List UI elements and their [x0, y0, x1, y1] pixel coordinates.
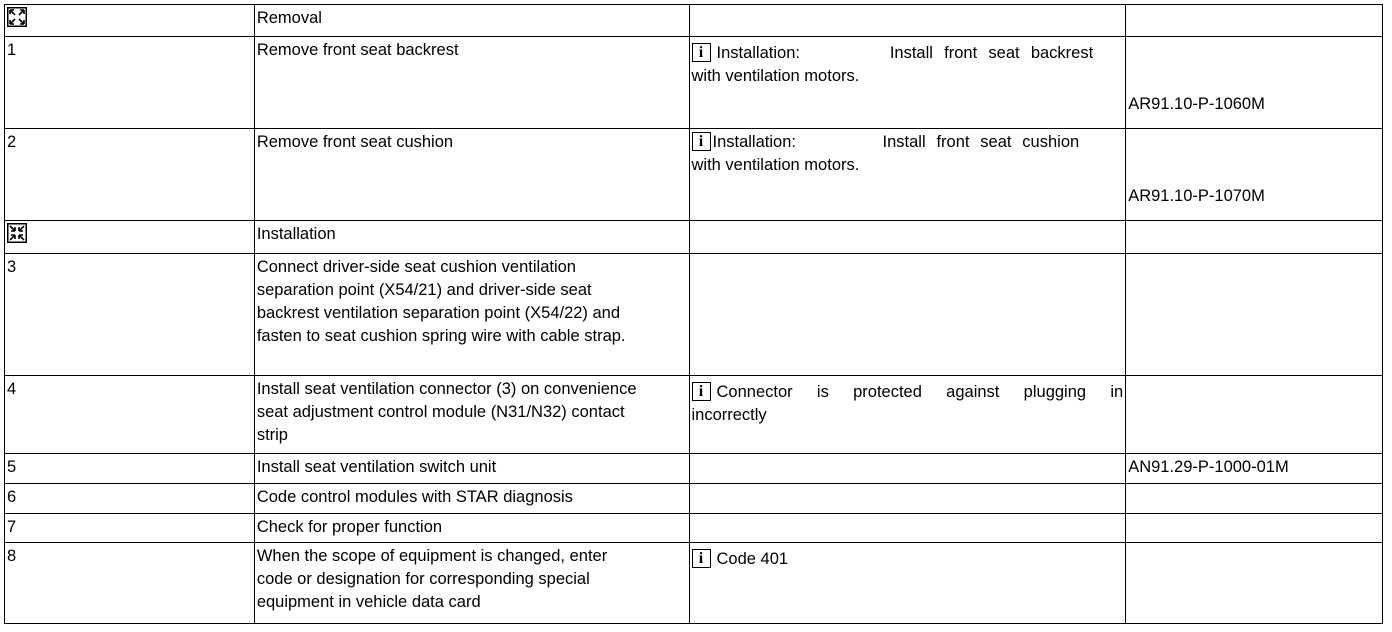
note-cell [690, 514, 1127, 543]
table-row [5, 5, 1383, 37]
step-text: Install seat ventilation switch unit [256, 458, 497, 476]
removal-icon [7, 7, 27, 27]
reference-cell [1126, 5, 1383, 37]
step-number: 8 [7, 547, 17, 565]
note-cell [690, 37, 1127, 129]
step-number: 5 [7, 458, 17, 476]
step-text-cell [255, 129, 690, 221]
note-line [692, 381, 1124, 404]
installation-icon [7, 223, 27, 243]
note-text: Install front seat cushion [882, 133, 1080, 151]
step-number-cell [5, 5, 255, 37]
step-text-cell [255, 37, 690, 129]
step-text: Code control modules with STAR diagnosis [256, 488, 573, 506]
note-continuation: with ventilation motors. [691, 67, 860, 85]
info-icon: i [692, 132, 711, 151]
note-line [692, 42, 1124, 65]
step-number: 7 [7, 518, 17, 536]
step-number-cell [5, 221, 255, 254]
reference-cell [1126, 376, 1383, 454]
step-text-cell [255, 254, 690, 376]
step-number-cell [5, 514, 255, 543]
note-first-line [717, 42, 1124, 65]
table-row [5, 221, 1383, 254]
note-text: Install front seat backrest [889, 44, 1094, 62]
table-row [5, 254, 1383, 376]
note-cell [690, 254, 1127, 376]
step-text: Connect driver-side seat cushion ventilation separation point (X54/21) and driver-side seat backrest ventilation separation point (X54/22) and fasten to seat cushion spring wire with cable strap. [256, 258, 626, 345]
reference-cell [1126, 454, 1383, 484]
reference-cell [1126, 221, 1383, 254]
step-number-cell [5, 543, 255, 624]
document-reference: AR91.10-P-1060M [1128, 95, 1265, 113]
table-row [5, 454, 1383, 484]
step-text-cell [255, 221, 690, 254]
note-cell [690, 484, 1127, 514]
note-cell [690, 5, 1127, 37]
note-text: Connector is protected against plugging in [716, 383, 1124, 401]
procedure-table [4, 4, 1383, 624]
step-number: 3 [7, 258, 17, 276]
step-text-cell [255, 376, 690, 454]
table-row [5, 484, 1383, 514]
step-text: Removal [256, 9, 322, 27]
reference-cell [1126, 484, 1383, 514]
step-number-cell [5, 376, 255, 454]
info-icon: i [692, 549, 711, 568]
step-text-cell [255, 484, 690, 514]
step-number-cell [5, 37, 255, 129]
note-first-line [713, 131, 1124, 154]
note-cell [690, 129, 1127, 221]
reference-cell [1126, 543, 1383, 624]
step-number: 1 [7, 41, 17, 59]
step-number-cell [5, 254, 255, 376]
reference-cell [1126, 37, 1383, 129]
step-text-cell [255, 543, 690, 624]
table-row [5, 376, 1383, 454]
note-label: Installation: [712, 133, 796, 151]
document-reference: AR91.10-P-1070M [1128, 187, 1265, 205]
step-text: When the scope of equipment is changed, enter code or designation for corresponding special equipment in vehicle data card [256, 547, 608, 611]
note-cell [690, 221, 1127, 254]
document-reference: AN91.29-P-1000-01M [1128, 458, 1289, 476]
step-number: 4 [7, 380, 17, 398]
step-text: Check for proper function [256, 518, 443, 536]
step-number: 2 [7, 133, 17, 151]
step-text-cell [255, 5, 690, 37]
note-label: Installation: [716, 44, 800, 62]
step-number: 6 [7, 488, 17, 506]
reference-cell [1126, 254, 1383, 376]
reference-cell [1126, 129, 1383, 221]
step-text-cell [255, 514, 690, 543]
note-continuation: incorrectly [691, 406, 767, 424]
info-icon: i [692, 382, 711, 401]
step-text: Install seat ventilation connector (3) on convenience seat adjustment control module (N31/N32) contact strip [256, 380, 637, 444]
reference-cell [1126, 514, 1383, 543]
step-text-cell [255, 454, 690, 484]
table-row [5, 514, 1383, 543]
step-text: Installation [256, 225, 336, 243]
step-text: Remove front seat cushion [256, 133, 454, 151]
step-number-cell [5, 129, 255, 221]
note-cell [690, 376, 1127, 454]
note-text: Code 401 [716, 550, 789, 568]
note-cell [690, 543, 1127, 624]
step-number-cell [5, 484, 255, 514]
note-continuation: with ventilation motors. [691, 156, 860, 174]
step-text: Remove front seat backrest [256, 41, 459, 59]
note-cell [690, 454, 1127, 484]
step-number-cell [5, 454, 255, 484]
table-row [5, 129, 1383, 221]
info-icon: i [692, 43, 711, 62]
note-line [692, 131, 1124, 154]
table-row [5, 543, 1383, 624]
note-line [692, 548, 1124, 571]
table-row [5, 37, 1383, 129]
